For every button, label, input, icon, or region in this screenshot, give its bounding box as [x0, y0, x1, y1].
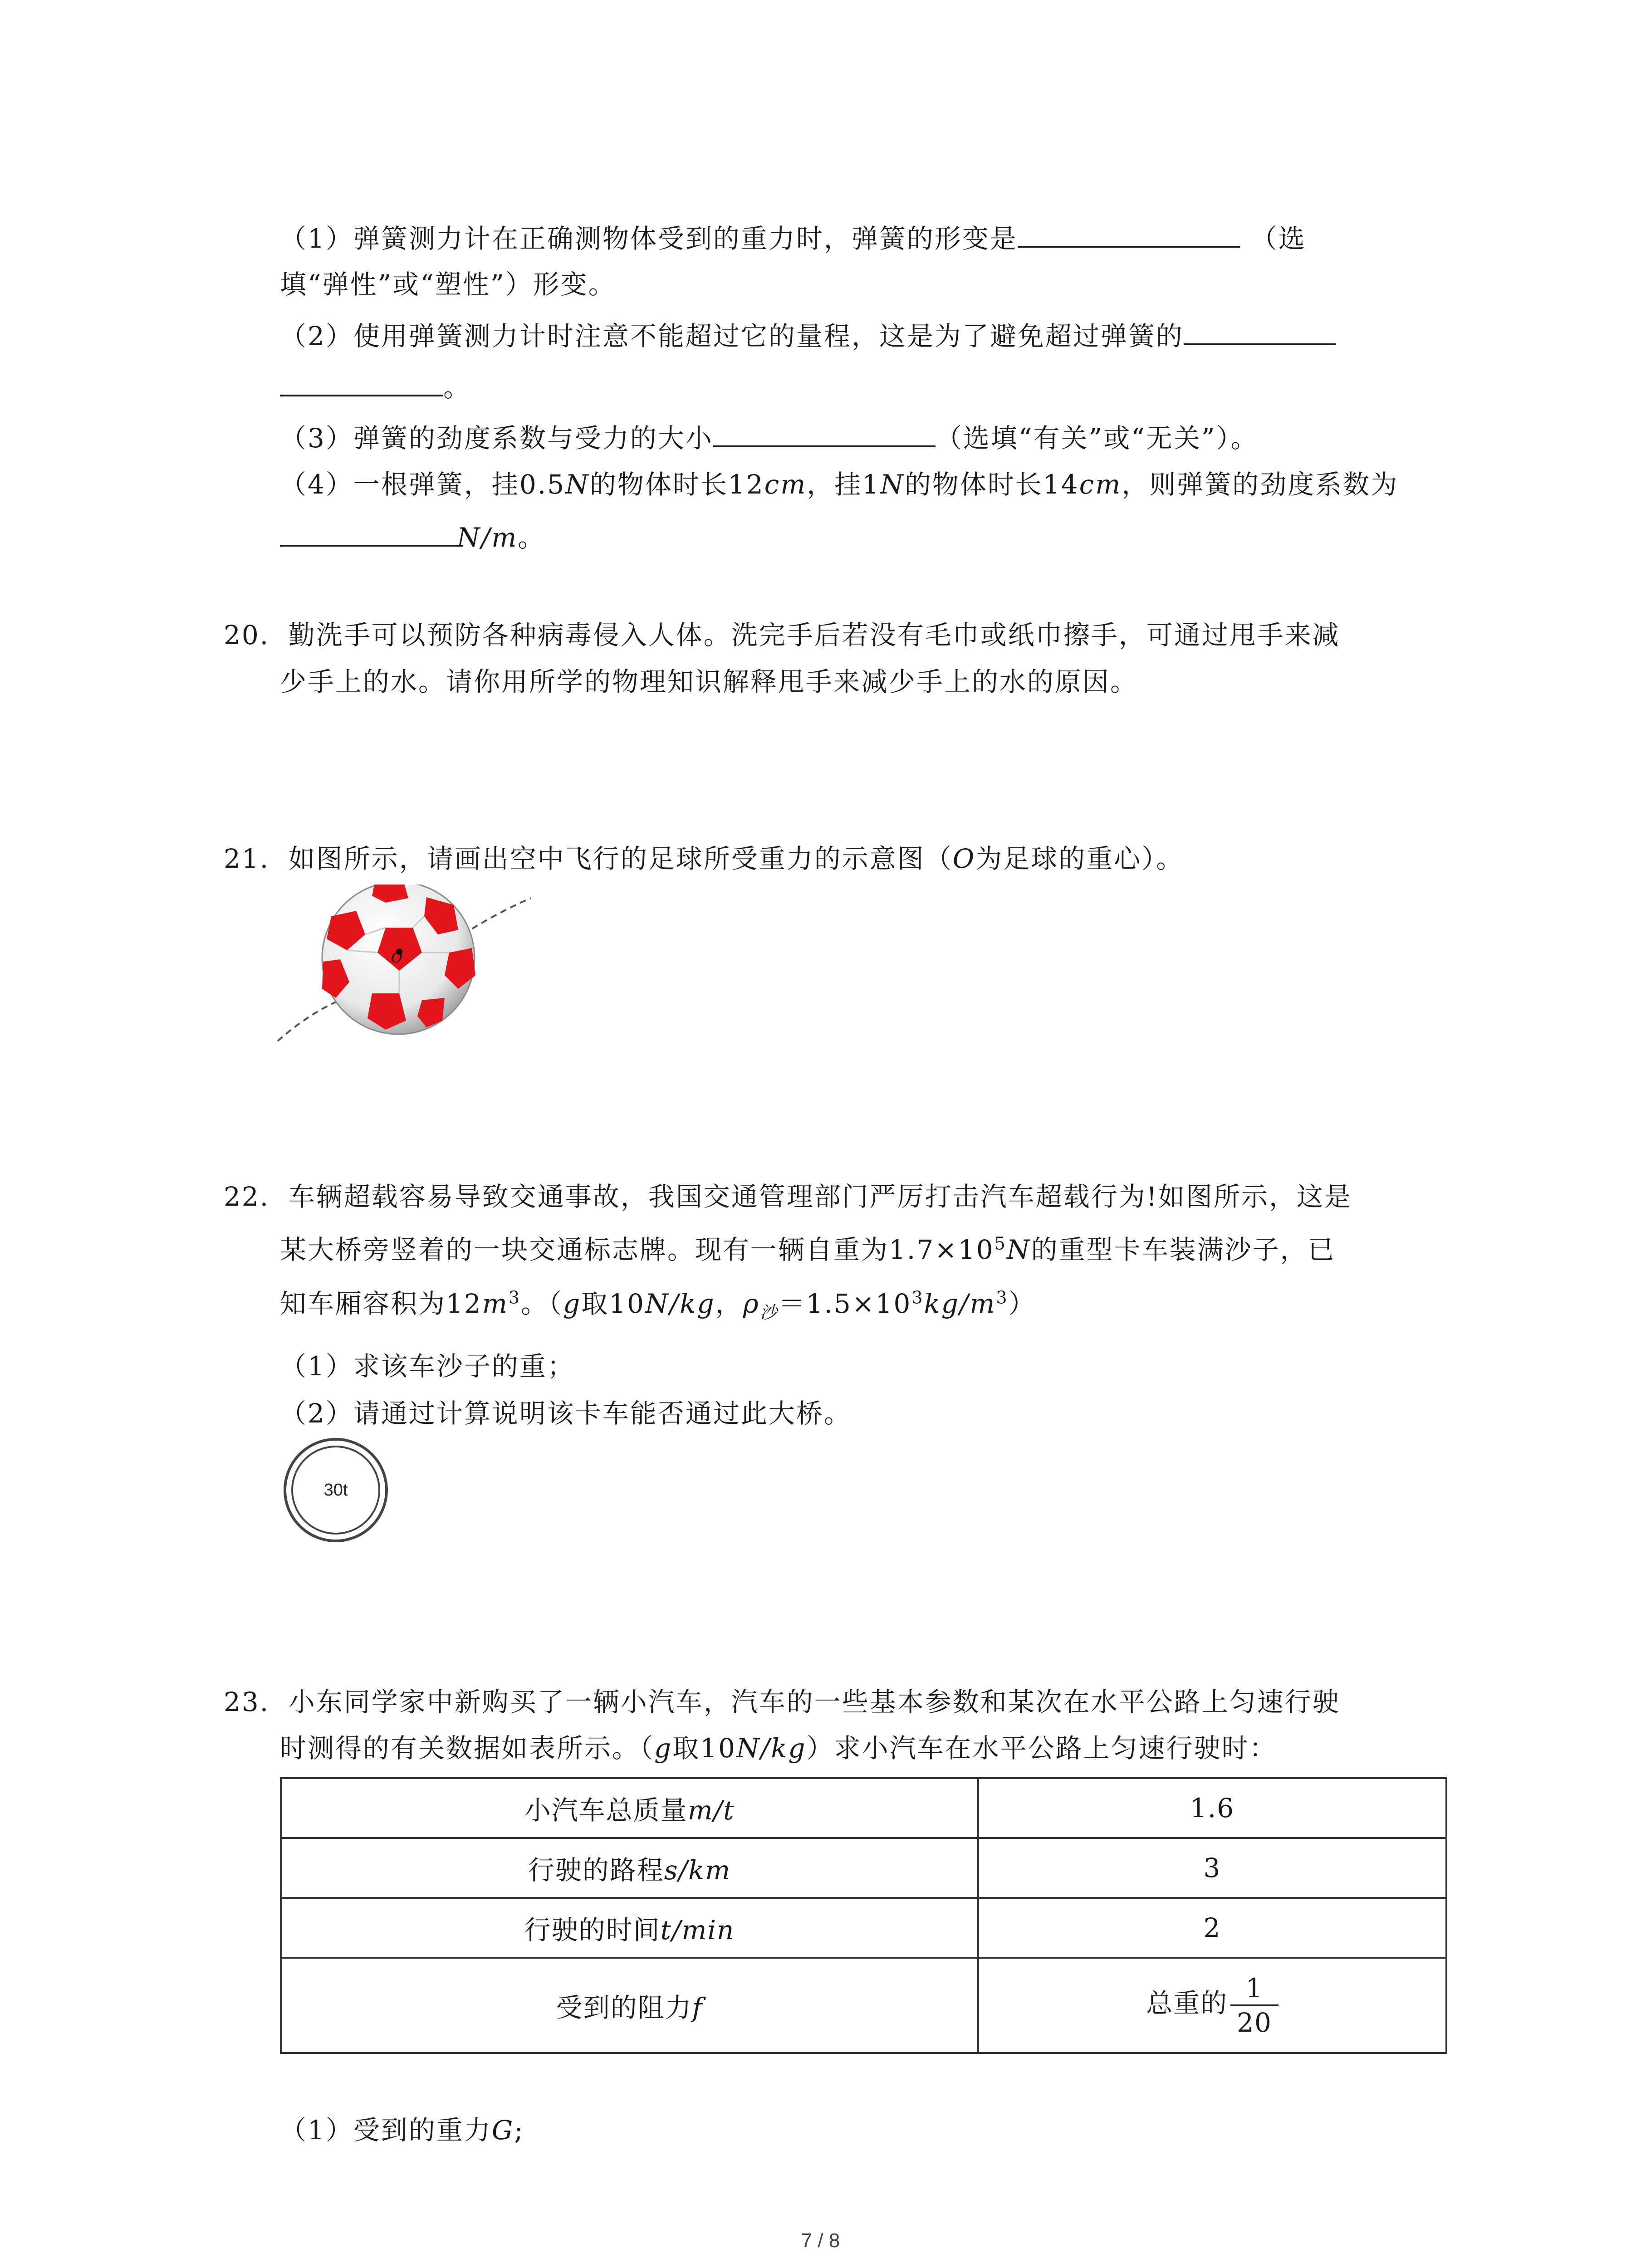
table-row — [281, 1778, 1446, 1838]
question-number: 21. — [224, 843, 270, 874]
q20-line1: 20. 勤洗手可以预防各种病毒侵入人体。洗完手后若没有毛巾或纸巾擦手，可通过甩手来减 — [224, 620, 1340, 650]
table-cell-value: 总重的 $\frac{1}{20}$ — [978, 1958, 1446, 2053]
fraction: $\frac{1}{20}$ — [1230, 1972, 1279, 2039]
q23-line2: 时测得的有关数据如表所示。（g取10N/kg）求小汽车在水平公路上匀速行驶时： — [280, 1733, 1277, 1764]
q19-part1-line1: （1）弹簧测力计在正确测物体受到的重力时，弹簧的形变是 （选 — [280, 220, 1306, 257]
weight-limit-sign — [281, 1436, 390, 1545]
q19-part1-line2: 填“弹性”或“塑性”）形变。 — [280, 269, 616, 300]
table-row — [281, 1838, 1446, 1898]
answer-blank[interactable] — [1018, 220, 1240, 248]
table-cell-label: 小汽车总质量m/t — [281, 1778, 978, 1838]
table-cell-value: 3 — [978, 1838, 1446, 1898]
q23-line1: 23. 小东同学家中新购买了一辆小汽车，汽车的一些基本参数和某次在水平公路上匀速行驶 — [224, 1686, 1340, 1717]
q19-part2-line1: （2）使用弹簧测力计时注意不能超过它的量程，这是为了避免超过弹簧的 — [280, 317, 1336, 354]
table-row — [281, 1958, 1446, 2053]
soccer-ball-icon — [322, 885, 475, 1034]
weight-limit-text: 30t — [323, 1481, 348, 1500]
q23-sub1: （1）受到的重力G; — [280, 2115, 524, 2146]
trajectory-line — [463, 898, 531, 934]
table-row — [281, 1898, 1446, 1958]
q19-part2-line2: 。 — [280, 368, 471, 406]
answer-blank[interactable] — [713, 419, 936, 447]
q21-line1: 21. 如图所示，请画出空中飞行的足球所受重力的示意图（O为足球的重心）。 — [224, 843, 1184, 874]
q22-sub1: （1）求该车沙子的重； — [280, 1351, 575, 1382]
question-number: 20. — [224, 620, 270, 650]
q19-part3-line: （3）弹簧的劲度系数与受力的大小 （选填“有关”或“无关”）。 — [280, 419, 1259, 456]
q19-part4-line1: （4）一根弹簧，挂0.5N的物体时长12cm，挂1N的物体时长14cm，则弹簧的劲度系数为 — [280, 469, 1399, 500]
question-number: 22. — [224, 1181, 270, 1212]
center-label: O — [391, 950, 402, 966]
soccer-ball-figure — [272, 885, 535, 1052]
table-cell-label: 受到的阻力f — [281, 1958, 978, 2053]
car-data-table — [280, 1777, 1447, 2054]
answer-blank[interactable] — [280, 518, 457, 547]
table-cell-value: 1.6 — [978, 1778, 1446, 1838]
answer-blank[interactable] — [280, 368, 443, 396]
page-number: 7 / 8 — [801, 2229, 840, 2252]
q22-line3: 知车厢容积为$12m^3$。（g取10N/kg，$\rho_沙=1.5\times 10^3kg/m^3$） — [280, 1287, 1036, 1323]
table-cell-label: 行驶的路程s/km — [281, 1838, 978, 1898]
answer-blank[interactable] — [1184, 317, 1336, 345]
table-cell-label: 行驶的时间t/min — [281, 1898, 978, 1958]
q20-line2: 少手上的水。请你用所学的物理知识解释甩手来减少手上的水的原因。 — [280, 666, 1138, 697]
q19-part4-line2: N/m。 — [280, 518, 545, 556]
table-cell-value: 2 — [978, 1898, 1446, 1958]
q22-sub2: （2）请通过计算说明该卡车能否通过此大桥。 — [280, 1398, 852, 1429]
q22-line1: 22. 车辆超载容易导致交通事故，我国交通管理部门严厉打击汽车超载行为!如图所示，这是 — [224, 1181, 1352, 1212]
question-number: 23. — [224, 1686, 270, 1717]
q22-line2: 某大桥旁竖着的一块交通标志牌。现有一辆自重为$1.7\times 10^5N$的重型卡车装满沙子，已 — [280, 1233, 1336, 1265]
